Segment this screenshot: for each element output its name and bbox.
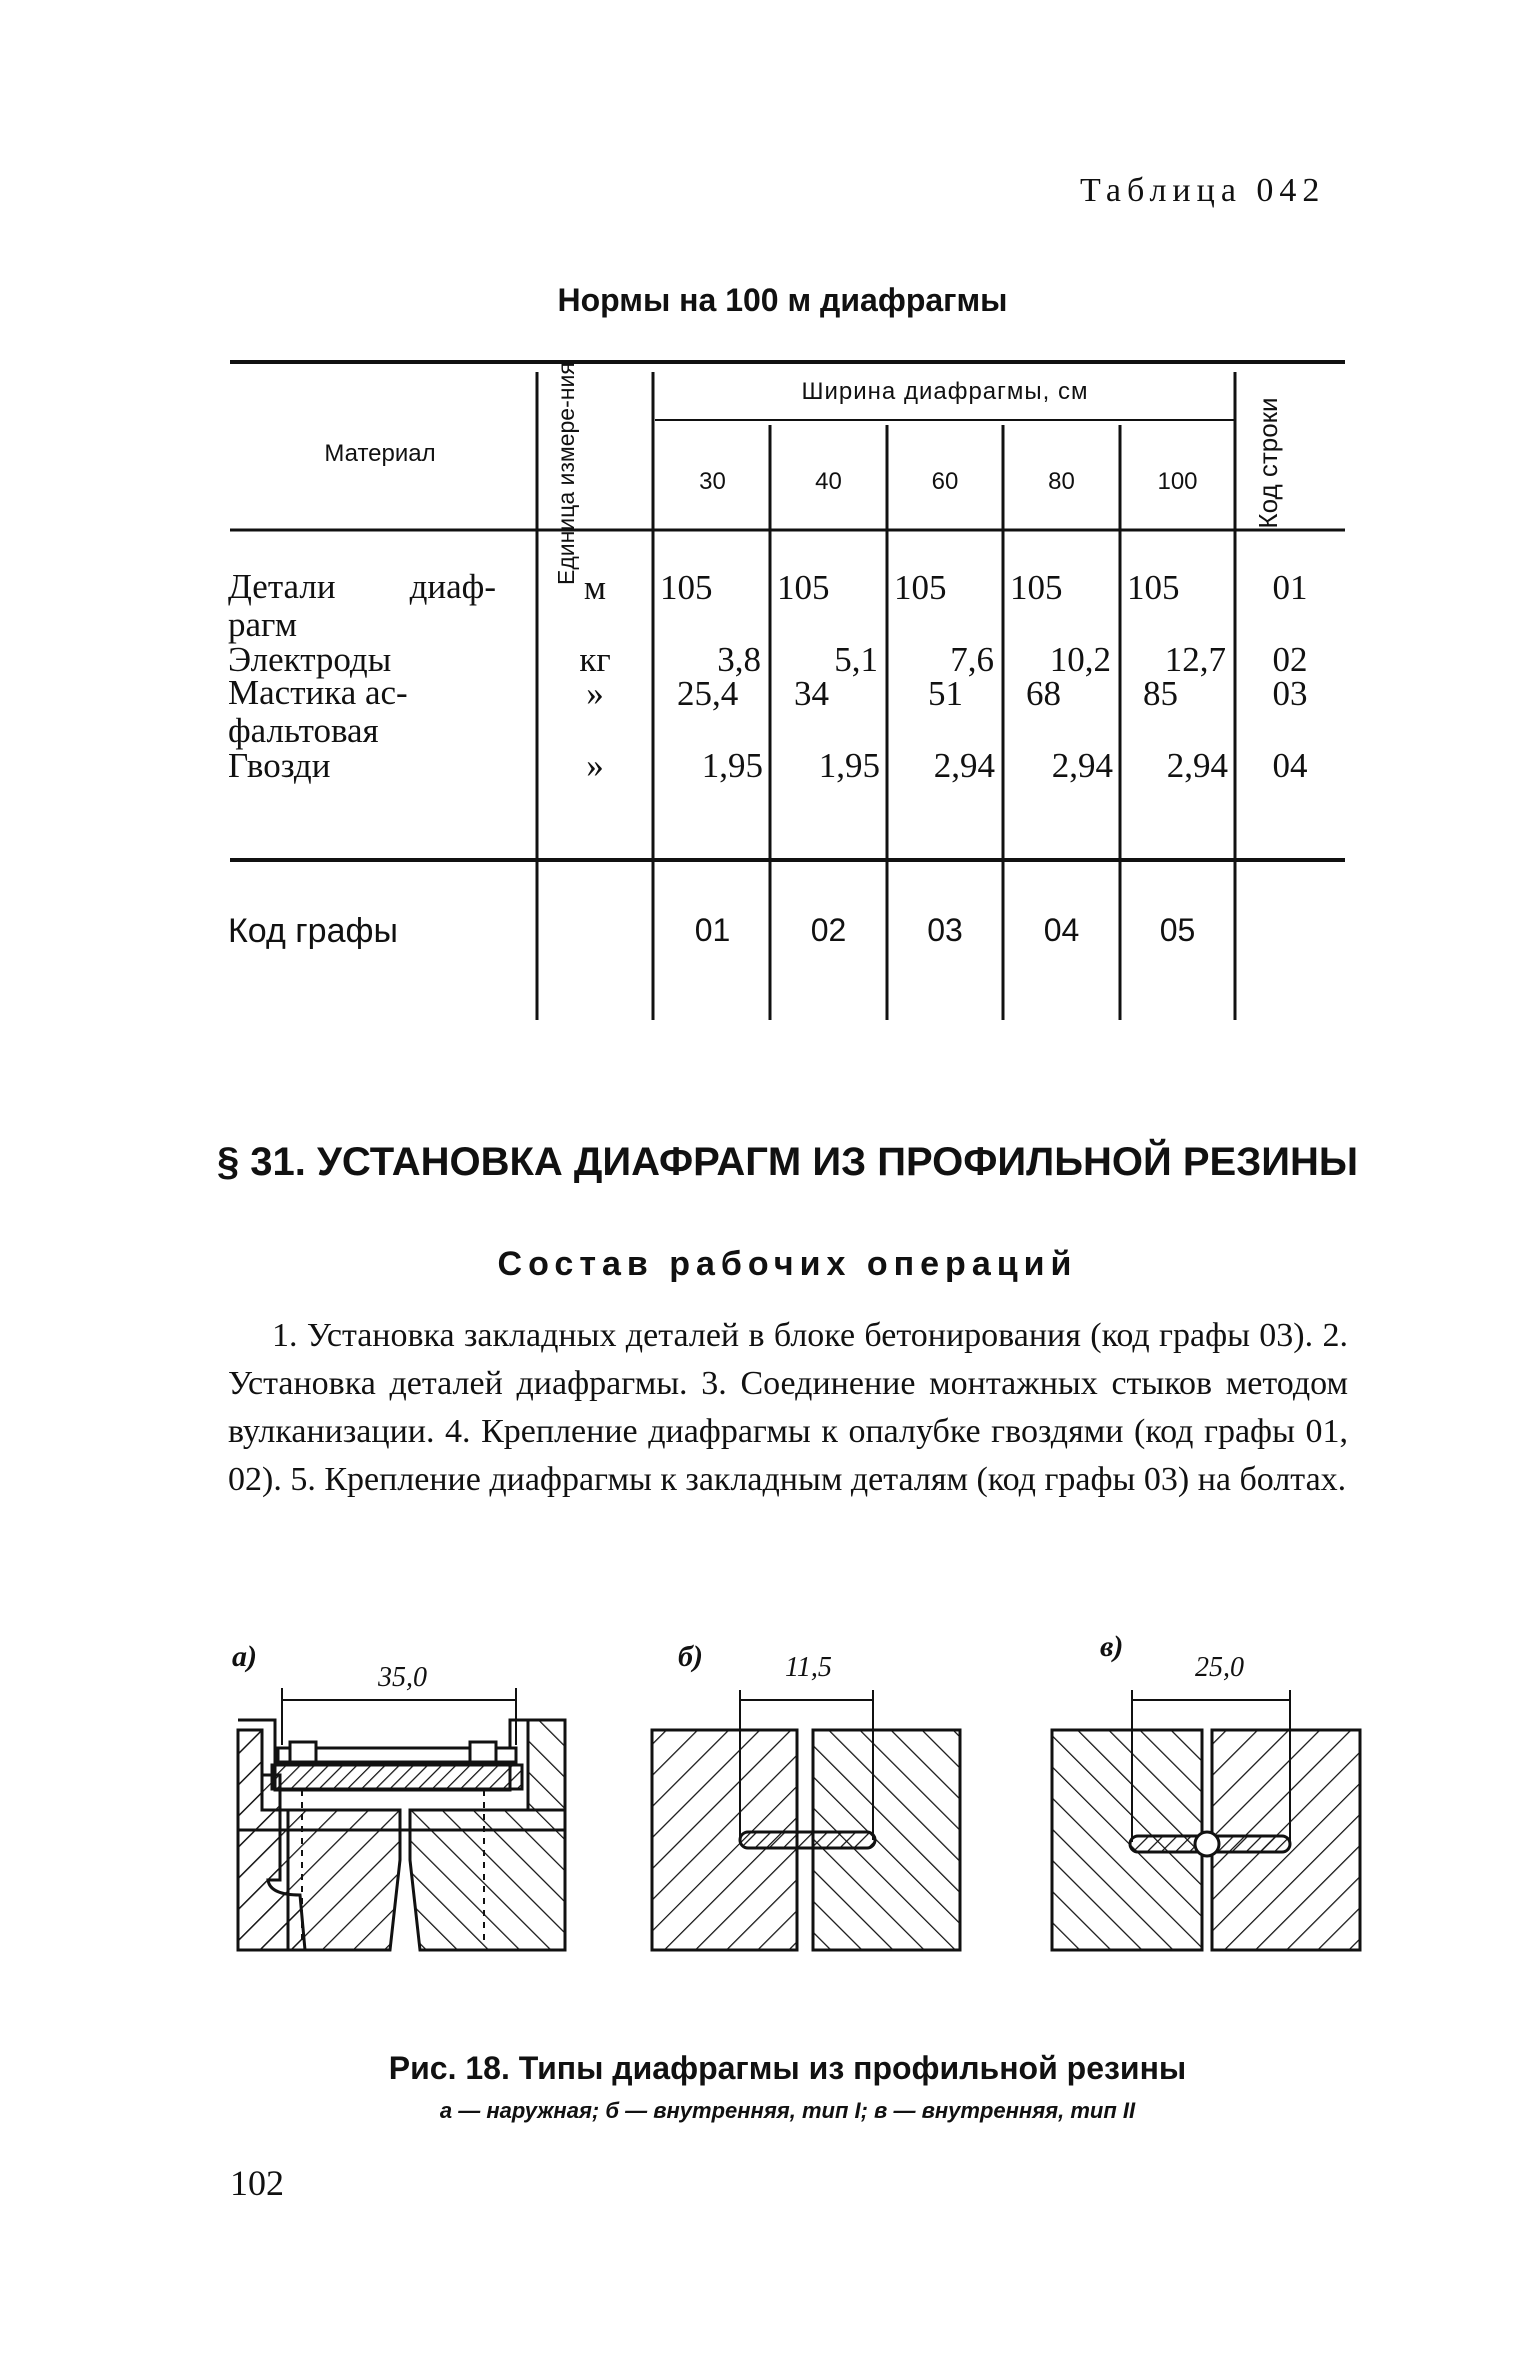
operations-text-content: 1. Установка закладных деталей в блоке бетонирования (код графы 03). 2. Установка деталей диафрагмы. 3. Соединение монтажных стыков методом вулканизации. 4. Крепление диафрагмы к опалубке гвоздями (код графы 01, 02). 5. Крепление диафрагмы к закладным деталям (код графы 03) на болтах.	[228, 1317, 1348, 1498]
value-r2-c5: 12,7	[1164, 640, 1226, 679]
operations-title: Состав рабочих операций	[497, 1245, 1078, 1283]
row-material-3: Мастика ас-фальтовая	[228, 673, 408, 750]
footer-label: Код графы	[228, 912, 398, 950]
figure-caption: Рис. 18. Типы диафрагмы из профильной резины	[388, 2050, 1187, 2086]
value-r4-c1: 1,95	[701, 746, 763, 785]
value-r1-c4: 105	[1010, 568, 1063, 607]
header-width-group: Ширина диафрагмы, см	[801, 378, 1089, 405]
value-r1-c1: 105	[660, 568, 713, 607]
figure-b	[652, 1690, 960, 1950]
row-unit-3: »	[586, 674, 604, 713]
row-code-1: 01	[1272, 568, 1308, 607]
figure-a-label: а)	[232, 1640, 257, 1673]
header-width-40: 40	[815, 468, 842, 495]
value-r2-c2: 5,1	[834, 640, 878, 679]
figure-subcaption: а — наружная; б — внутренняя, тип I; в — внутренняя, тип II	[439, 2098, 1136, 2123]
footer-code-4: 04	[1043, 912, 1080, 948]
row-code-4: 04	[1272, 746, 1308, 785]
row-unit-2: кг	[579, 640, 611, 679]
value-r3-c4: 68	[1026, 674, 1061, 713]
footer-code-1: 01	[694, 912, 731, 948]
header-width-60: 60	[931, 468, 959, 495]
value-r3-c2: 34	[794, 674, 829, 713]
value-r1-c3: 105	[894, 568, 947, 607]
header-unit: Единица измере-ния	[553, 362, 579, 585]
row-material-2: Электроды	[228, 640, 392, 679]
header-width-100: 100	[1157, 468, 1198, 495]
section-title: § 31. УСТАНОВКА ДИАФРАГМ ИЗ ПРОФИЛЬНОЙ РЕЗИНЫ	[216, 1140, 1359, 1184]
header-code: Код строки	[1253, 397, 1283, 529]
footer-code-2: 02	[810, 912, 847, 948]
value-r4-c4: 2,94	[1051, 746, 1113, 785]
header-material: Материал	[324, 440, 436, 467]
row-unit-1: м	[583, 568, 607, 607]
row-unit-4: »	[586, 746, 604, 785]
value-r4-c2: 1,95	[818, 746, 880, 785]
figure-a-dimension: 35,0	[378, 1662, 427, 1693]
row-material-4: Гвозди	[228, 746, 331, 785]
value-r4-c5: 2,94	[1166, 746, 1228, 785]
header-width-30: 30	[699, 468, 726, 495]
page-number: 102	[230, 2163, 284, 2203]
row-code-2: 02	[1272, 640, 1308, 679]
footer-code-5: 05	[1159, 912, 1196, 948]
footer-code-3: 03	[927, 912, 963, 948]
row-code-3: 03	[1272, 674, 1308, 713]
figure-c-label: в)	[1100, 1630, 1124, 1663]
figure-c	[1052, 1690, 1360, 1950]
value-r3-c3: 51	[928, 674, 963, 713]
table-title: Нормы на 100 м диафрагмы	[557, 282, 1008, 318]
value-r3-c1: 25,4	[677, 674, 739, 713]
value-r4-c3: 2,94	[933, 746, 995, 785]
value-r3-c5: 85	[1143, 674, 1178, 713]
value-r2-c1: 3,8	[717, 640, 761, 679]
value-r2-c4: 10,2	[1049, 640, 1111, 679]
figure-b-label: б)	[678, 1640, 703, 1673]
header-width-80: 80	[1048, 468, 1075, 495]
value-r1-c5: 105	[1127, 568, 1180, 607]
figure-a	[238, 1688, 565, 1950]
value-r2-c3: 7,6	[950, 640, 994, 679]
figure-b-dimension: 11,5	[785, 1652, 832, 1683]
row-material-1: Детали диаф-рагм	[228, 567, 496, 644]
value-r1-c2: 105	[777, 568, 830, 607]
figure-c-dimension: 25,0	[1195, 1652, 1244, 1683]
table-label: Таблица 042	[1080, 172, 1326, 209]
